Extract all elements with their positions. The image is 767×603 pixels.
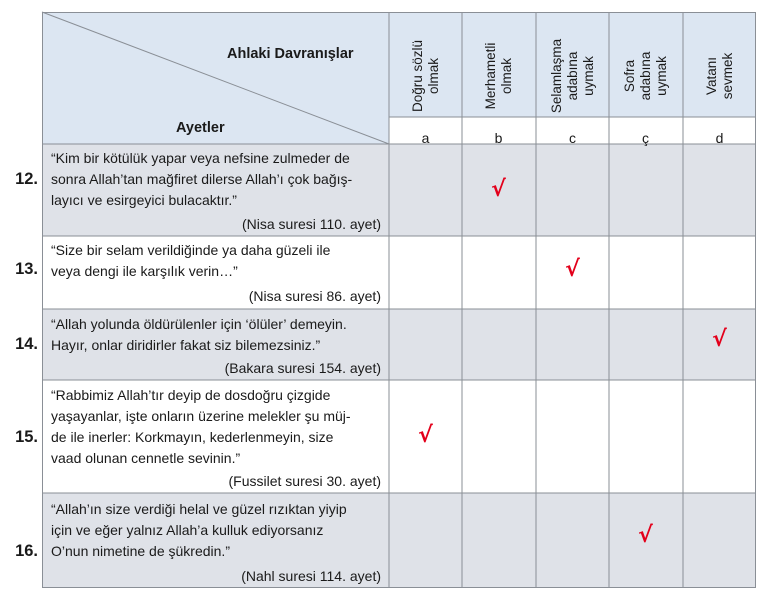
header-bottom-label: Ayetler (176, 120, 225, 136)
column-letter-c: c (569, 130, 576, 146)
column-a-label-line1: Doğru sözlü (409, 39, 425, 112)
column-c-label-line1: Selamlaşma (548, 38, 564, 113)
ayet-12-line2: sonra Allah’tan mağfiret dilerse Allah’ı çok bağış- (51, 171, 353, 187)
ayet-14-line2: Hayır, onlar diridirler fakat siz bilemezsiniz.” (51, 337, 321, 353)
ayet-16-source: (Nahl suresi 114. ayet) (241, 568, 381, 584)
ayet-cell-15 (42, 380, 389, 493)
column-letter-cc: ç (642, 130, 649, 146)
ayet-15-source: (Fussilet suresi 30. ayet) (228, 473, 381, 489)
column-d-label-line2: sevmek (719, 52, 735, 99)
column-b-label-line2: olmak (498, 57, 514, 94)
ayet-13-line1: “Size bir selam verildiğinde ya daha güzeli ile (51, 242, 331, 258)
ayet-14-line1: “Allah yolunda öldürülenler için ‘ölüler’ demeyin. (51, 316, 347, 332)
ayet-12-source: (Nisa suresi 110. ayet) (241, 216, 381, 232)
column-cc-label-line3: uymak (653, 55, 669, 96)
ayet-15-line3: de ile inerler: Korkmayın, kederlenmeyin, size (51, 429, 334, 445)
column-header-c (536, 24, 609, 127)
ayet-16-line3: O’nun nimetine de şükredin.” (51, 543, 230, 559)
column-letter-a: a (421, 130, 430, 146)
column-d-label-line1: Vatanı (703, 56, 719, 95)
column-cc-label-line2: adabına (637, 51, 653, 100)
ayet-16-line1: “Allah’ın size verdiği helal ve güzel rızıktan yiyip (51, 501, 347, 517)
ayet-15-line2: yaşayanlar, işte onların üzerine melekler şu müj- (51, 408, 351, 424)
ayet-15-line1: “Rabbimiz Allah’tır deyip de dosdoğru çizgide (51, 387, 331, 403)
ahlak-ayet-table (42, 12, 756, 588)
column-c-label-line3: uymak (580, 55, 596, 96)
column-letter-d: d (715, 130, 724, 146)
check-mark-13: √ (565, 257, 580, 282)
ayet-13-source: (Nisa suresi 86. ayet) (248, 288, 381, 304)
column-b-label-line1: Merhametli (482, 42, 498, 109)
ayet-14-source: (Bakara suresi 154. ayet) (224, 360, 381, 376)
ayet-cell-16 (42, 493, 389, 588)
ayet-16-line2: için ve eğer yalnız Allah’a kulluk ediyorsanız (51, 522, 324, 538)
column-a-label-line2: olmak (425, 57, 441, 94)
column-letter-b: b (494, 130, 503, 146)
column-header-cc (609, 24, 682, 127)
row-number-14: 14. (15, 335, 38, 353)
header-top-label: Ahlaki Davranışlar (227, 46, 354, 62)
ayet-12-line1: “Kim bir kötülük yapar veya nefsine zulmeder de (51, 150, 350, 166)
row-number-12: 12. (15, 170, 38, 188)
column-header-b (462, 24, 535, 127)
column-header-a (389, 24, 462, 127)
ayet-cell-14 (42, 309, 389, 380)
column-cc-label-line1: Sofra (621, 59, 637, 92)
row-number-16: 16. (15, 542, 38, 560)
check-mark-14: √ (712, 327, 727, 352)
ayet-cell-13 (42, 236, 389, 309)
ayet-cell-12 (42, 144, 389, 236)
ayet-15-line4: vaad olunan cennetle sevinin.” (51, 450, 241, 466)
ayet-12-line3: layıcı ve esirgeyici bulacaktır.” (51, 192, 237, 208)
check-mark-16: √ (638, 523, 653, 548)
ayet-13-line2: veya dengi ile karşılık verin…” (51, 263, 238, 279)
row-number-15: 15. (15, 428, 38, 446)
column-c-label-line2: adabına (564, 51, 580, 100)
check-mark-12: √ (491, 177, 506, 202)
row-number-13: 13. (15, 260, 38, 278)
check-mark-15: √ (418, 423, 433, 448)
column-header-d (683, 24, 756, 127)
